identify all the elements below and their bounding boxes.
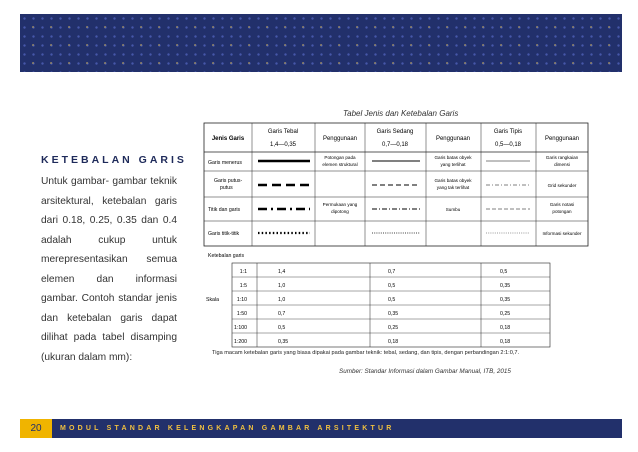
row1-use3b: dimensi [554,162,570,167]
scale-4-sedang: 0,35 [388,311,399,317]
table-source: Sumber: Standar Informasi dalam Gambar Manual, ITB, 2015 [339,368,511,375]
scale-4-tebal: 0,7 [278,311,286,317]
table-caption: Tabel Jenis dan Ketebalan Garis [343,109,459,118]
row1-use2b: yang terlihat [440,162,466,167]
scale-3-tebal: 1,0 [278,297,286,303]
row3-use1a: Permukaan yang [322,202,358,207]
scale-4-tipis: 0,25 [500,311,511,317]
row2-jenis: Garis putus- [214,178,243,184]
page-number: 20 [20,419,52,438]
scale-3-sedang: 0,5 [388,297,396,303]
scale-6-skala: 1:200 [234,339,247,345]
row3-use3b: potongan [552,209,572,214]
row3-use1b: dipotong [331,209,349,214]
row1-use1a: Potongan pada [324,155,356,160]
scale-5-tebal: 0,5 [278,325,286,331]
row1-use3a: Garis rangkaian [545,155,579,160]
hdr-tebal-range: 1,4—0,35 [269,142,297,148]
hdr-tipis: Garis Tipis [493,129,523,135]
scale-5-sedang: 0,25 [388,325,399,331]
hdr-tebal: Garis Tebal [267,129,299,135]
row3-jenis: Titik dan garis [208,207,241,213]
row2-use3a: Grid sekunder [547,183,577,188]
section-body: Untuk gambar- gambar teknik arsitektural, ketebalan garis dari 0.18, 0.25, 0.35 dan 0.4 adalah cukup untuk merepresentasikan semua elemen dan informasi gambar. Contoh standar jenis dan ketebalan garis dapat dilihat pada tabel disamping (ukuran dalam mm): [41,176,177,363]
row3-use2a: Sumbu [445,207,461,212]
table-footnote: Tiga macam ketebalan garis yang biasa dipakai pada gambar teknik: tebal, sedang, dan tipis, dengan perbandingan 2:1:0,7. [212,350,520,356]
scale-1-tebal: 1,4 [278,269,286,275]
row4-use3a: Informasi sekunder [542,231,582,236]
header-banner [20,14,622,72]
scale-6-sedang: 0,18 [388,339,399,345]
scale-4-skala: 1:50 [236,311,247,317]
scale-3-tipis: 0,35 [500,297,511,303]
hdr-sedang-range: 0,7—0,18 [381,142,409,148]
scale-1-tipis: 0,5 [500,269,508,275]
row2-use2b: yang tak terlihat [436,185,470,190]
scale-1-skala: 1:1 [239,269,247,275]
row1-use1b: elemen struktural [322,162,358,167]
scale-6-tipis: 0,18 [500,339,511,345]
row2-use2a: Garis batas obyek [434,178,472,183]
banner-gold-dot-pattern [24,18,622,72]
scale-1-sedang: 0,7 [388,269,396,275]
hdr-penggunaan-1: Penggunaan [322,136,358,142]
scale-5-skala: 1:100 [234,325,247,331]
scale-3-skala: 1:10 [236,297,247,303]
scale-label: Skala [206,297,219,303]
footer-title: MODUL STANDAR KELENGKAPAN GAMBAR ARSITEKTUR [60,425,395,432]
footer-bar [20,419,622,438]
row1-jenis: Garis menerus [208,160,243,166]
hdr-penggunaan-3: Penggunaan [544,136,580,142]
row4-jenis: Garis titik-titik [208,231,240,237]
hdr-sedang: Garis Sedang [376,129,414,135]
scale-6-tebal: 0,35 [278,339,289,345]
section-title: KETEBALAN GARIS [41,154,187,166]
hdr-jenis: Jenis Garis [211,136,245,142]
line-type-table [202,121,590,365]
scale-5-tipis: 0,18 [500,325,511,331]
row3-use3a: Garis notasi [549,202,575,207]
hdr-tipis-range: 0,5—0,18 [494,142,522,148]
scale-2-tebal: 1,0 [278,283,286,289]
scale-header: Ketebalan garis [208,253,245,259]
scale-2-tipis: 0,35 [500,283,511,289]
hdr-penggunaan-2: Penggunaan [435,136,471,142]
row1-use2a: Garis batas obyek [434,155,472,160]
scale-2-skala: 1:5 [239,283,247,289]
row2-jenis2: putus [220,185,233,191]
scale-2-sedang: 0,5 [388,283,396,289]
